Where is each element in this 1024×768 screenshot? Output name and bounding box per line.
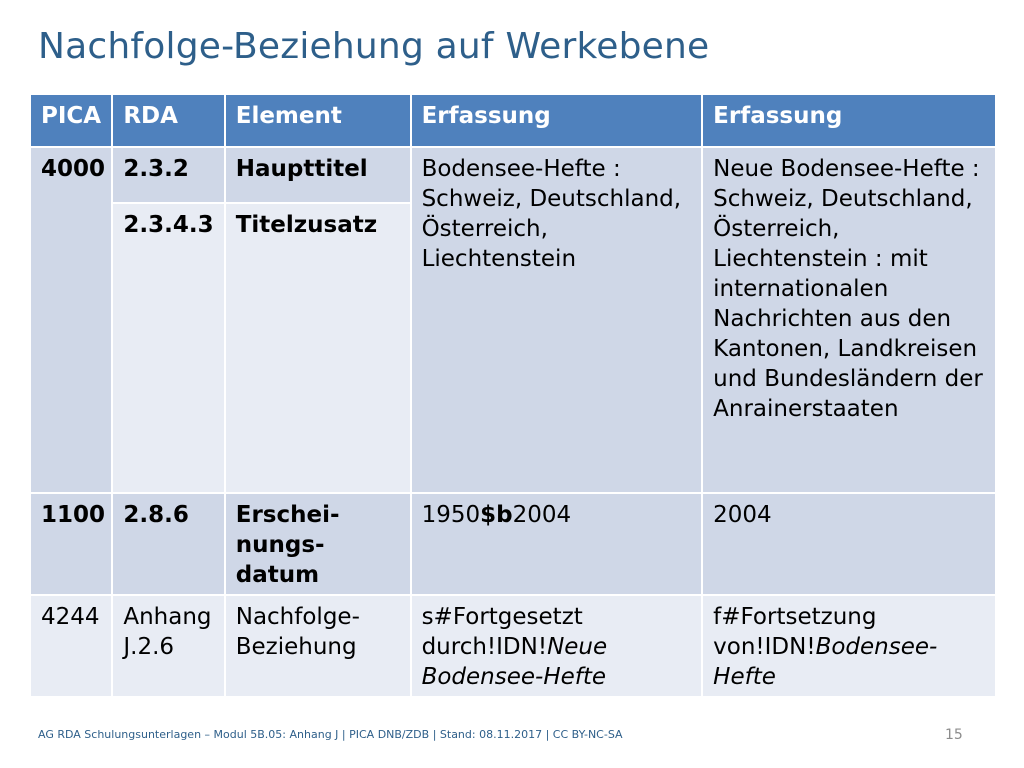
cell-element-titelzusatz: Titelzusatz [225, 203, 411, 493]
page-number: 15 [945, 727, 963, 743]
cell-rda-titelzusatz: 2.3.4.3 [112, 203, 224, 493]
relation-code-text: s#Fortgesetzt durch!IDN! [421, 604, 583, 660]
date-start: 1950 [421, 502, 481, 528]
slide-footer: AG RDA Schulungsunterlagen – Modul 5B.05: Anhang J | PICA DNB/ZDB | Stand: 08.11.2017 | CC BY-NC-SA [38, 728, 623, 741]
cell-erfassung-alt-datum [411, 493, 703, 595]
date-end: 2004 [512, 502, 572, 528]
cell-rda-haupttitel: 2.3.2 [112, 147, 224, 203]
header-erfassung-2: Erfassung [702, 94, 996, 147]
related-title: Bodensee-Hefte [713, 634, 938, 690]
header-erfassung-1: Erfassung [411, 94, 703, 147]
header-element: Element [225, 94, 411, 147]
cell-rda-anhang: Anhang J.2.6 [112, 595, 224, 697]
table-row [30, 493, 996, 595]
cell-element-haupttitel: Haupttitel [225, 147, 411, 203]
cell-erfassung-neu-titel: Neue Bodensee-Hefte : Schweiz, Deutschland, Österreich, Liechtenstein : mit internationalen Nachrichten aus den Kantonen, Landkreisen und Bundesländern der Anrainerstaaten [702, 147, 996, 493]
cell-pica-1100: 1100 [30, 493, 112, 595]
subfield-code: $b [480, 502, 513, 528]
related-title: Neue Bodensee-Hefte [421, 634, 608, 690]
cell-erfassung-fortgesetzt [411, 595, 703, 697]
cell-element-nachfolge: Nachfolge-Beziehung [225, 595, 411, 697]
table-row [30, 147, 996, 203]
cell-element-erscheinungsdatum: Erschei-nungs-datum [225, 493, 411, 595]
cell-erfassung-alt-titel: Bodensee-Hefte : Schweiz, Deutschland, Österreich, Liechtenstein [411, 147, 703, 493]
slide-title: Nachfolge-Beziehung auf Werkebene [38, 26, 710, 67]
relation-code-text: f#Fortsetzung von!IDN! [713, 604, 877, 660]
header-rda: RDA [112, 94, 224, 147]
cell-erfassung-fortsetzung [702, 595, 996, 697]
cell-pica-4000: 4000 [30, 147, 112, 493]
table-row [30, 595, 996, 697]
table-header-row [30, 94, 996, 147]
cell-rda-286: 2.8.6 [112, 493, 224, 595]
header-pica: PICA [30, 94, 112, 147]
rda-mapping-table [29, 93, 997, 698]
cell-erfassung-neu-datum: 2004 [702, 493, 996, 595]
cell-pica-4244: 4244 [30, 595, 112, 697]
